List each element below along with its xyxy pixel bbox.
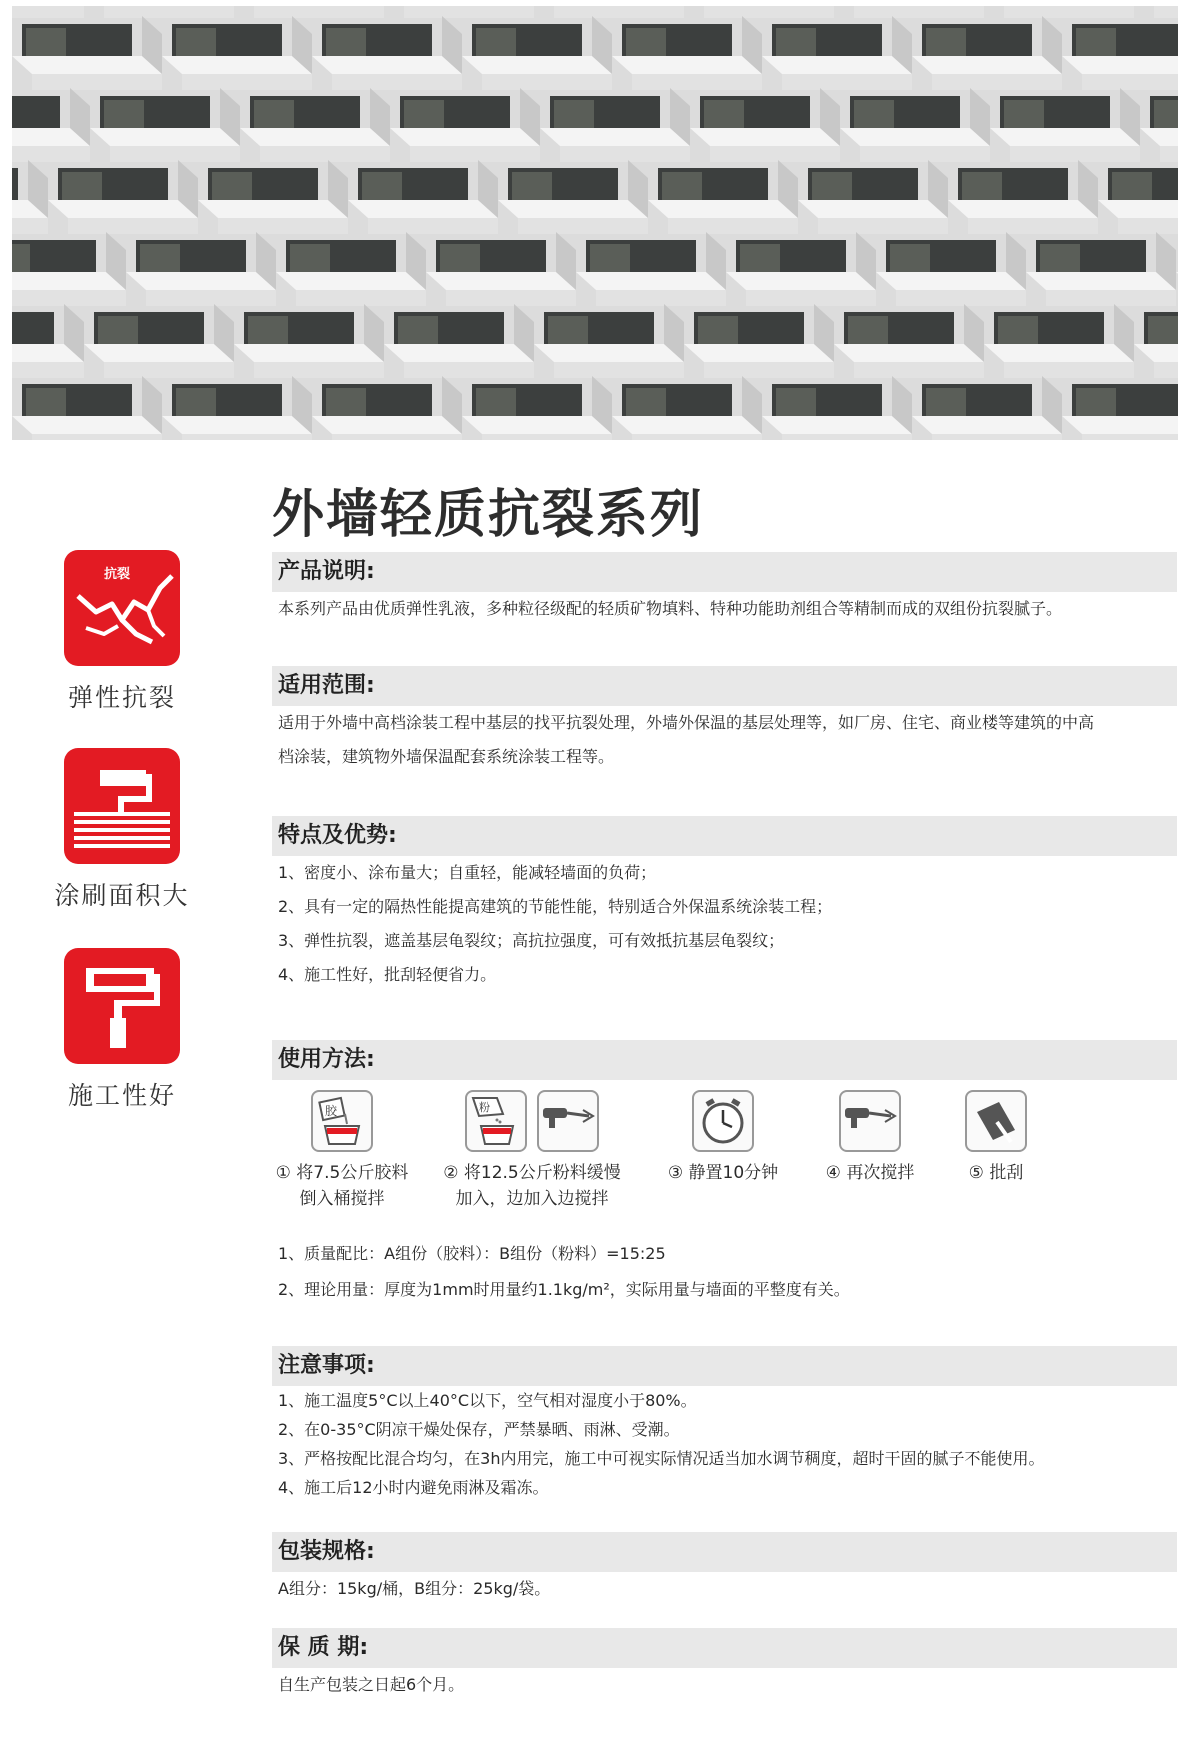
section-heading: 特点及优势:: [272, 816, 1177, 856]
section-features-advantages: [272, 816, 1177, 992]
step-1: [272, 1090, 412, 1212]
section-packaging: [272, 1532, 1177, 1606]
section-heading: 使用方法:: [272, 1040, 1177, 1080]
step-text: ④ 再次搅拌: [825, 1163, 915, 1183]
step-text: ① 将7.5公斤胶料 倒入桶搅拌: [275, 1163, 409, 1209]
feature-crack-resistant: [52, 550, 192, 714]
feature-label: 涂刷面积大: [54, 881, 190, 910]
step-3: [658, 1090, 788, 1186]
section-heading: 保 质 期:: [272, 1628, 1177, 1668]
section-precautions: [272, 1346, 1177, 1502]
glue-bucket-icon: [311, 1090, 373, 1152]
section-heading: 适用范围:: [272, 666, 1177, 706]
building-facade-image: [12, 6, 1178, 440]
body-line: 4、施工性好，批刮轻便省力。: [278, 965, 497, 984]
body-line: 3、弹性抗裂，遮盖基层龟裂纹；高抗拉强度，可有效抵抗基层龟裂纹；: [278, 931, 785, 950]
hero-building-photo: [12, 6, 1178, 440]
body-line: 1、质量配比：A组份（胶料）：B组份（粉料）=15:25: [278, 1244, 666, 1263]
body-line: 1、施工温度5°C以上40°C以下，空气相对湿度小于80%。: [278, 1391, 697, 1410]
feature-label: 弹性抗裂: [67, 683, 176, 712]
clock-icon: [692, 1090, 754, 1152]
section-body: [272, 1668, 1177, 1702]
section-heading: 产品说明:: [272, 552, 1177, 592]
svg-text:胶: 胶: [325, 1104, 338, 1118]
body-line: 2、在0-35°C阴凉干燥处保存，严禁暴晒、雨淋、受潮。: [278, 1420, 680, 1439]
section-heading: 注意事项:: [272, 1346, 1177, 1386]
body-line: 1、密度小、涂布量大；自重轻，能减轻墙面的负荷；: [278, 863, 657, 882]
body-line: 档涂装，建筑物外墙保温配套系统涂装工程等。: [278, 747, 615, 766]
feature-large-coverage: [52, 748, 192, 912]
svg-text:抗裂: 抗裂: [104, 567, 131, 582]
powder-bucket-icon: [465, 1090, 527, 1152]
body-line: 2、理论用量：厚度为1mm时用量约1.1kg/m²，实际用量与墙面的平整度有关。: [278, 1280, 850, 1299]
page-title: 外墙轻质抗裂系列: [272, 485, 705, 545]
section-body: [272, 856, 1177, 992]
section-body: [272, 706, 1177, 774]
usage-steps: [272, 1090, 1177, 1230]
section-usage-method: [272, 1040, 1177, 1080]
body-line: 2、具有一定的隔热性能提高建筑的节能性能，特别适合外保温系统涂装工程；: [278, 897, 833, 916]
section-body: [272, 592, 1177, 626]
section-body: [272, 1236, 1177, 1308]
body-line: 4、施工后12小时内避免雨淋及霜冻。: [278, 1478, 549, 1497]
step-text: ③ 静置10分钟: [667, 1163, 779, 1183]
step-4: [810, 1090, 930, 1186]
section-usage-details: [272, 1236, 1177, 1308]
trowel-icon: [965, 1090, 1027, 1152]
crack-resistant-icon: [64, 550, 180, 666]
body-line: 3、严格按配比混合均匀，在3h内用完，施工中可视实际情况适当加水调节稠度，超时干固的腻子不能使用。: [278, 1449, 1045, 1468]
paint-roller-lines-icon: [64, 748, 180, 864]
drill-mixer-icon: [537, 1090, 599, 1152]
svg-text:粉: 粉: [479, 1101, 490, 1114]
step-text: ⑤ 批刮: [968, 1163, 1024, 1183]
section-application-scope: [272, 666, 1177, 774]
body-line: 适用于外墙中高档涂装工程中基层的找平抗裂处理，外墙外保温的基层处理等，如厂房、住宅、商业楼等建筑的中高: [278, 713, 1095, 732]
body-line: 自生产包装之日起6个月。: [278, 1675, 465, 1694]
section-body: [272, 1386, 1177, 1502]
body-line: A组分：15kg/桶，B组分：25kg/袋。: [278, 1579, 551, 1598]
body-line: 本系列产品由优质弹性乳液，多种粒径级配的轻质矿物填料、特种功能助剂组合等精制而成的双组份抗裂腻子。: [278, 599, 1063, 618]
paint-roller-icon: [64, 948, 180, 1064]
section-body: [272, 1572, 1177, 1606]
section-heading: 包装规格:: [272, 1532, 1177, 1572]
feature-label: 施工性好: [67, 1081, 176, 1110]
step-5: [946, 1090, 1046, 1186]
step-text: ② 将12.5公斤粉料缓慢 加入，边加入边搅拌: [443, 1163, 621, 1209]
feature-workability: [52, 948, 192, 1112]
section-shelf-life: [272, 1628, 1177, 1702]
step-2: [432, 1090, 632, 1212]
section-product-description: [272, 552, 1177, 626]
drill-mixer-icon: [839, 1090, 901, 1152]
